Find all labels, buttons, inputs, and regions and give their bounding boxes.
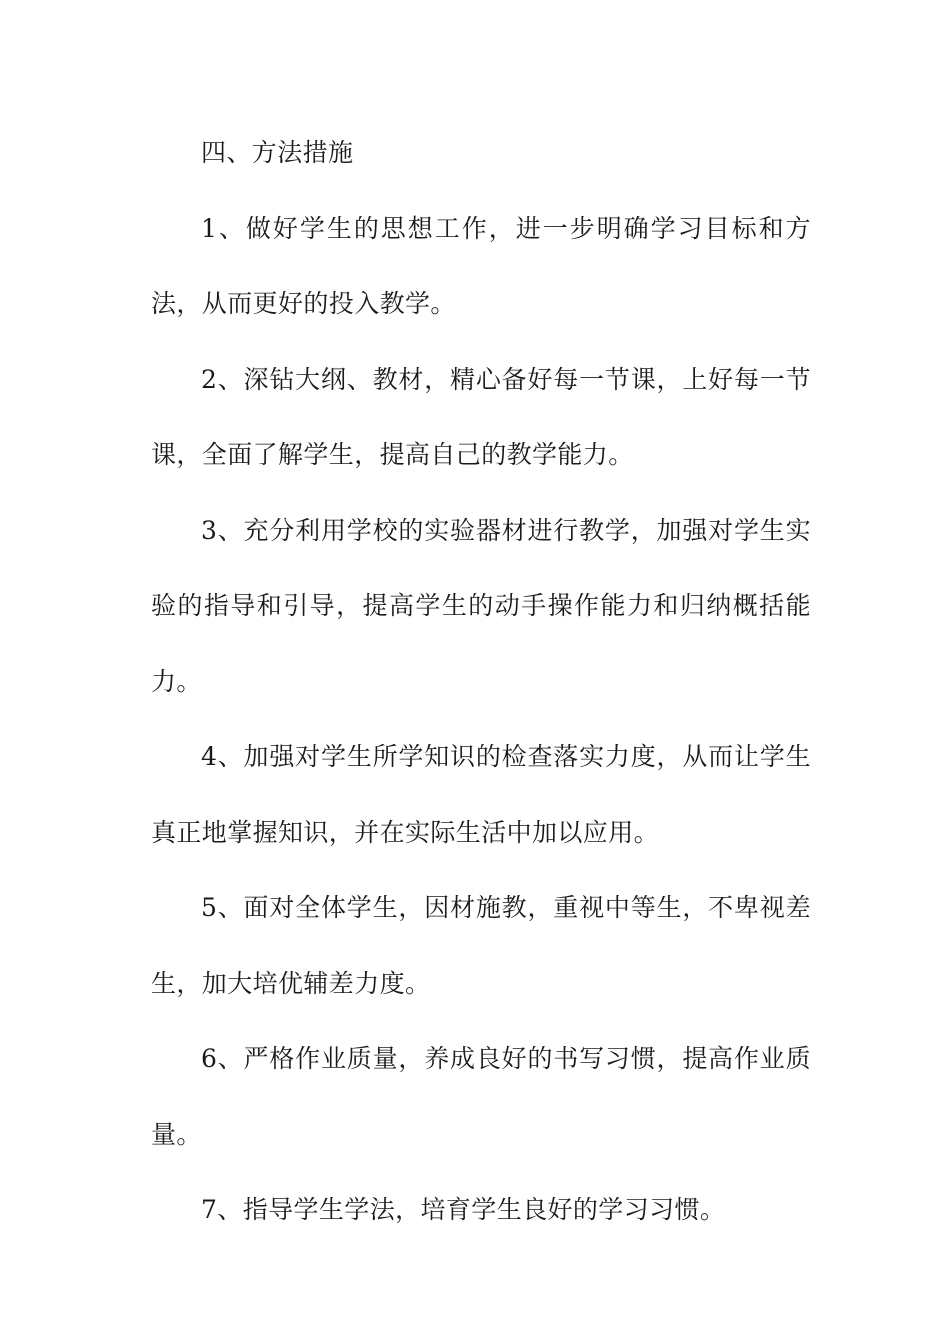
list-item-5: 5、面对全体学生，因材施教，重视中等生，不卑视差生，加大培优辅差力度。 [151,893,811,998]
list-item-3: 3、充分利用学校的实验器材进行教学，加强对学生实验的指导和引导，提高学生的动手操作能力和归纳概括能力。 [151,515,811,696]
list-item-7: 7、指导学生学法，培育学生良好的学习习惯。 [201,1195,726,1224]
list-item-4: 4、加强对学生所学知识的检查落实力度，从而让学生真正地掌握知识，并在实际生活中加以应用。 [151,742,811,847]
list-item-2: 2、深钻大纲、教材，精心备好每一节课，上好每一节课，全面了解学生，提高自己的教学能力。 [151,364,811,469]
section-heading: 四、方法措施 [201,138,354,167]
list-item-6: 6、严格作业质量，养成良好的书写习惯，提高作业质量。 [151,1044,811,1149]
list-item-1: 1、做好学生的思想工作，进一步明确学习目标和方法，从而更好的投入教学。 [151,213,811,318]
document-body [151,115,811,1248]
